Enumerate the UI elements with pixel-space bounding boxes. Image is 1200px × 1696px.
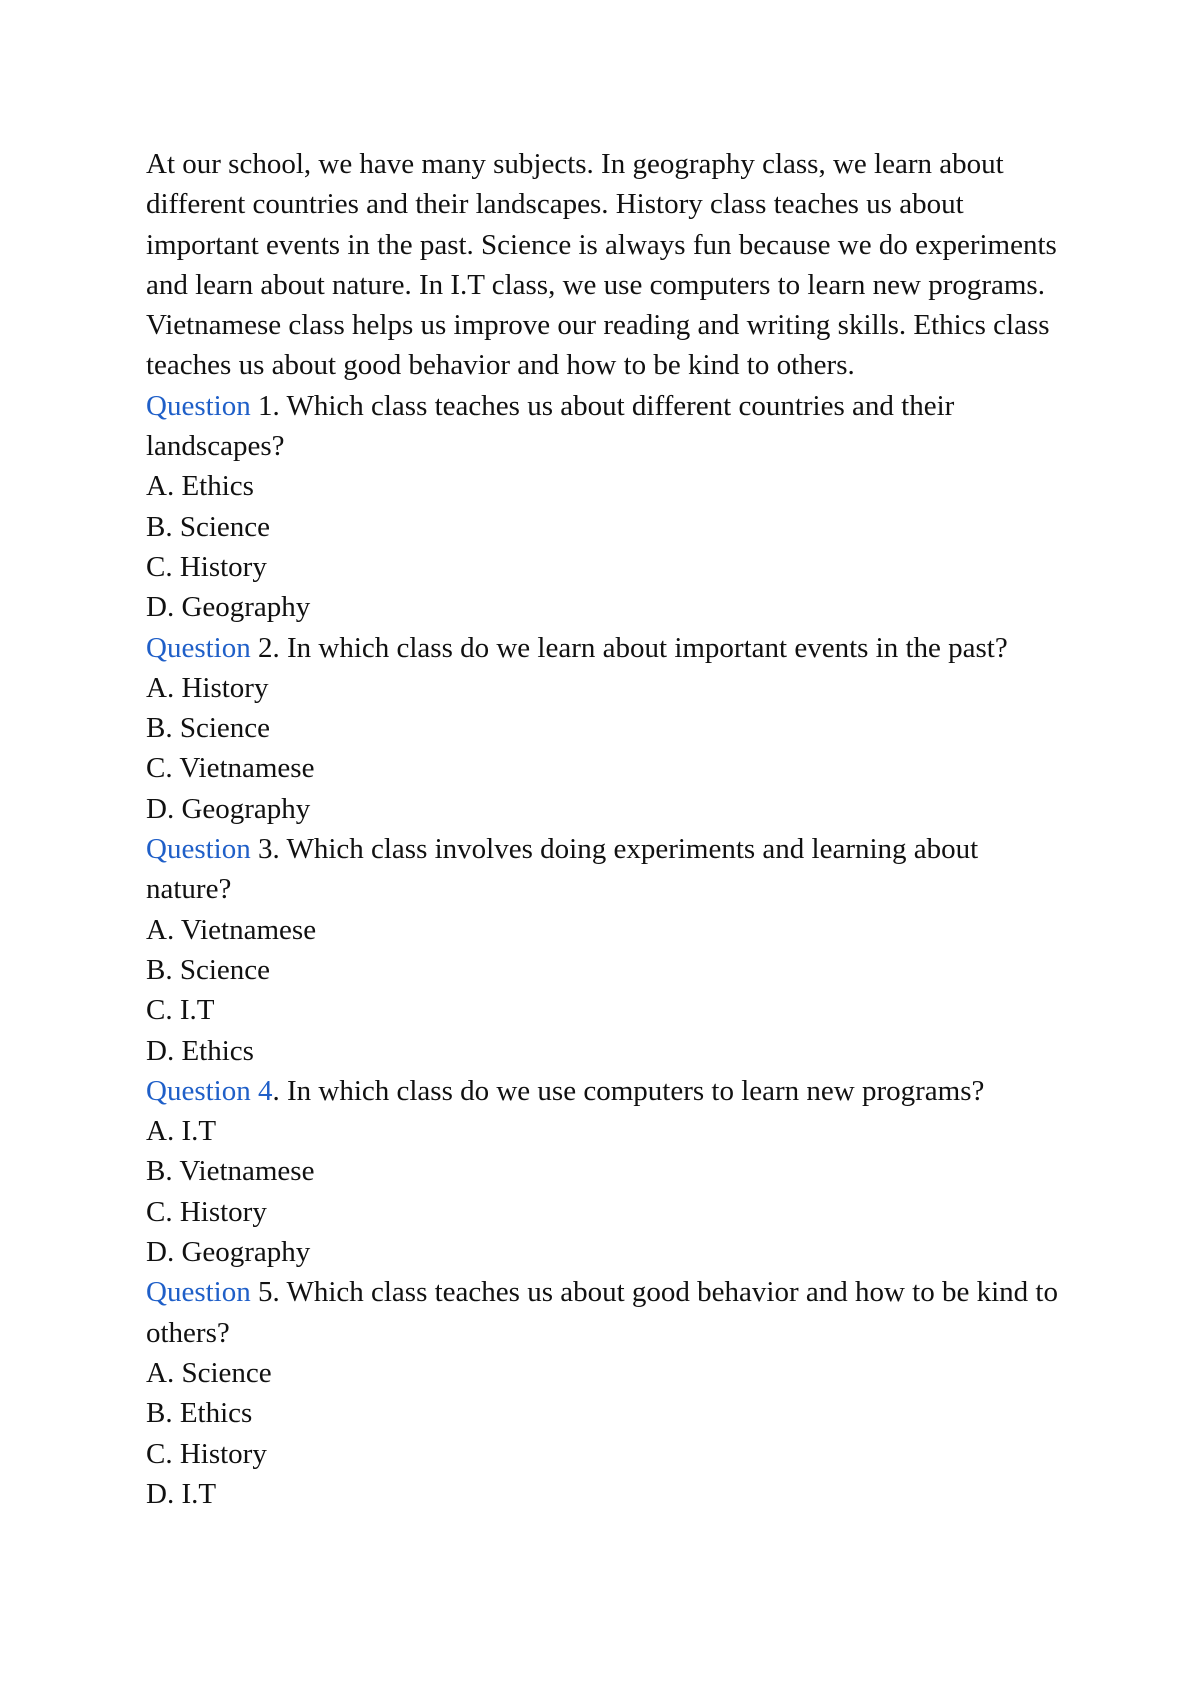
question-number: 4 bbox=[250, 1074, 273, 1107]
question-stem bbox=[146, 829, 1066, 910]
answer-option-c: C. History bbox=[146, 1195, 267, 1228]
question-2 bbox=[146, 628, 1066, 829]
question-number: 3 bbox=[250, 833, 273, 866]
answer-option-a: A. Ethics bbox=[146, 470, 254, 503]
answer-option-c: C. History bbox=[146, 550, 267, 583]
answer-option-c: C. History bbox=[146, 1437, 267, 1470]
answer-option-d: D. I.T bbox=[146, 1477, 217, 1510]
answer-option-c: C. Vietnamese bbox=[146, 752, 315, 785]
answer-option-a: A. Science bbox=[146, 1356, 272, 1389]
answer-option-b: B. Science bbox=[146, 712, 271, 745]
answer-option-b: B. Science bbox=[146, 510, 271, 543]
answer-option-a: A. I.T bbox=[146, 1115, 217, 1148]
question-text: . Which class teaches us about different countries and their landscapes? bbox=[146, 389, 955, 463]
question-1 bbox=[146, 386, 1066, 628]
question-text: . Which class teaches us about good behavior and how to be kind to others? bbox=[146, 1276, 1058, 1349]
question-label: Question bbox=[146, 631, 251, 664]
answer-option-a: A. Vietnamese bbox=[146, 913, 317, 946]
reading-passage: At our school, we have many subjects. In geography class, we learn about different countries and their landscapes. History class teaches us about important events in the past. Science is always fun because we do experiments and learn about nature. In I.T class, we use computers to learn new programs. Vietnamese class helps us improve our reading and writing skills. Ethics class teaches us about good behavior and how to be kind to others. bbox=[146, 148, 1057, 382]
document-page bbox=[146, 144, 1066, 1514]
question-stem bbox=[146, 628, 1066, 668]
question-stem bbox=[146, 386, 1066, 467]
answer-option-a: A. History bbox=[146, 671, 269, 704]
question-label: Question bbox=[146, 389, 251, 422]
answer-option-b: B. Science bbox=[146, 953, 271, 986]
answer-option-d: D. Geography bbox=[146, 591, 311, 624]
answer-option-b: B. Ethics bbox=[146, 1397, 253, 1430]
question-stem bbox=[146, 1272, 1066, 1353]
question-4 bbox=[146, 1071, 1066, 1272]
answer-option-d: D. Ethics bbox=[146, 1034, 254, 1067]
question-text: . Which class involves doing experiments and learning about nature? bbox=[146, 833, 979, 906]
question-3 bbox=[146, 829, 1066, 1071]
answer-option-b: B. Vietnamese bbox=[146, 1155, 315, 1188]
question-number: 5 bbox=[250, 1276, 273, 1309]
question-label: Question bbox=[146, 1074, 251, 1107]
question-text: . In which class do we learn about important events in the past? bbox=[272, 631, 1008, 664]
question-5 bbox=[146, 1272, 1066, 1514]
question-text: . In which class do we use computers to learn new programs? bbox=[272, 1074, 985, 1107]
question-label: Question bbox=[146, 833, 251, 866]
answer-option-c: C. I.T bbox=[146, 994, 215, 1027]
question-stem bbox=[146, 1071, 1066, 1111]
question-number: 2 bbox=[250, 631, 273, 664]
question-label: Question bbox=[146, 1276, 251, 1309]
question-number: 1 bbox=[250, 389, 273, 422]
answer-option-d: D. Geography bbox=[146, 792, 311, 825]
answer-option-d: D. Geography bbox=[146, 1236, 311, 1269]
